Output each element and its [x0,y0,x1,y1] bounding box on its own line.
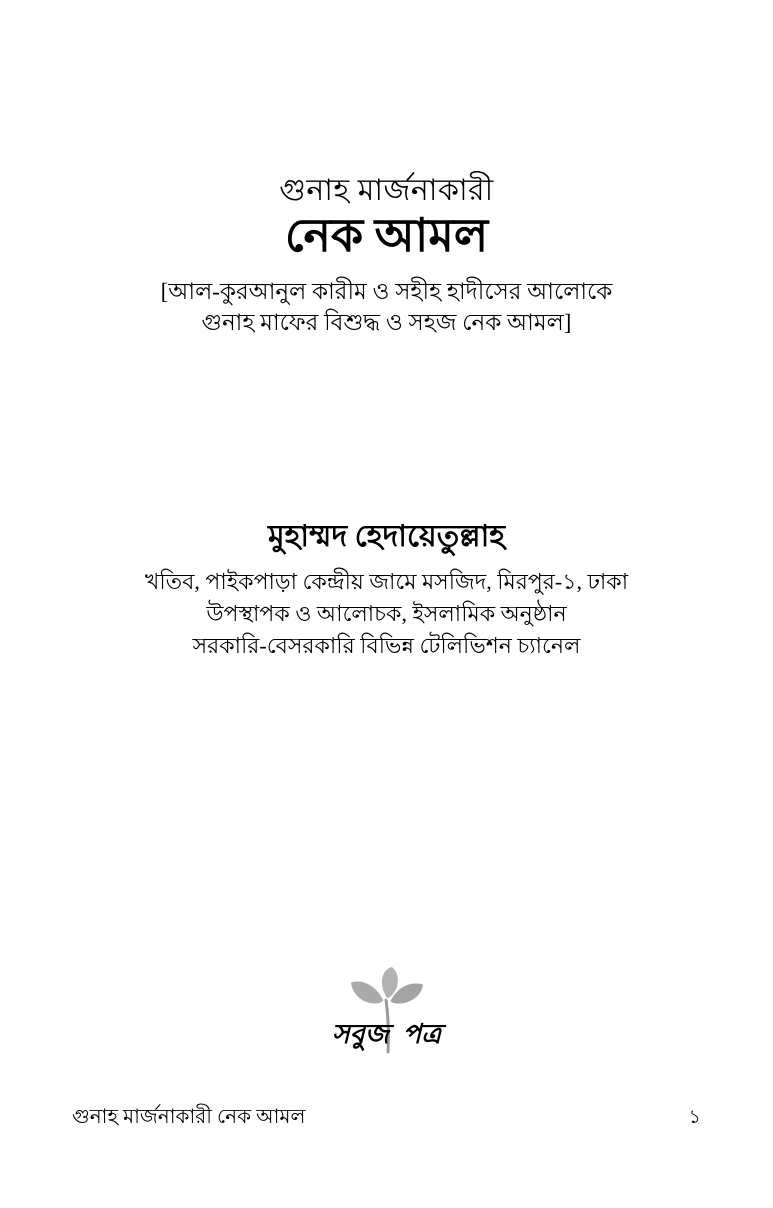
book-subtitle [0,276,773,338]
author-detail-line: খতিব, পাইকপাড়া কেন্দ্রীয় জামে মসজিদ, মিরপুর-১, ঢাকা [144,569,629,594]
author-details [0,566,773,662]
publisher-name-left: সবুজ [331,1019,389,1049]
page-footer [72,1100,701,1135]
publisher-name [322,1014,452,1054]
publisher-logo [322,966,452,1058]
book-subtitle-line2: গুনাহ মাফের বিশুদ্ধ ও সহজ নেক আমল] [201,310,572,335]
author-name: মুহাম্মদ হেদায়েতুল্লাহ [267,520,506,553]
book-title-line1: গুনাহ মার্জনাকারী [279,174,494,207]
book-subtitle-line1: [আল-কুরআনুল কারীম ও সহীহ হাদীসের আলোকে [160,279,613,304]
running-title: গুনাহ মার্জনাকারী নেক আমল [72,1106,306,1128]
publisher-name-right: পত্র [402,1019,442,1049]
page-number: ১ [688,1107,701,1128]
author-detail-line: সরকারি-বেসরকারি বিভিন্ন টেলিভিশন চ্যানেল [192,633,581,658]
author-detail-line: উপস্থাপক ও আলোচক, ইসলামিক অনুষ্ঠান [206,601,567,626]
book-title-line2: নেক আমল [284,210,489,261]
